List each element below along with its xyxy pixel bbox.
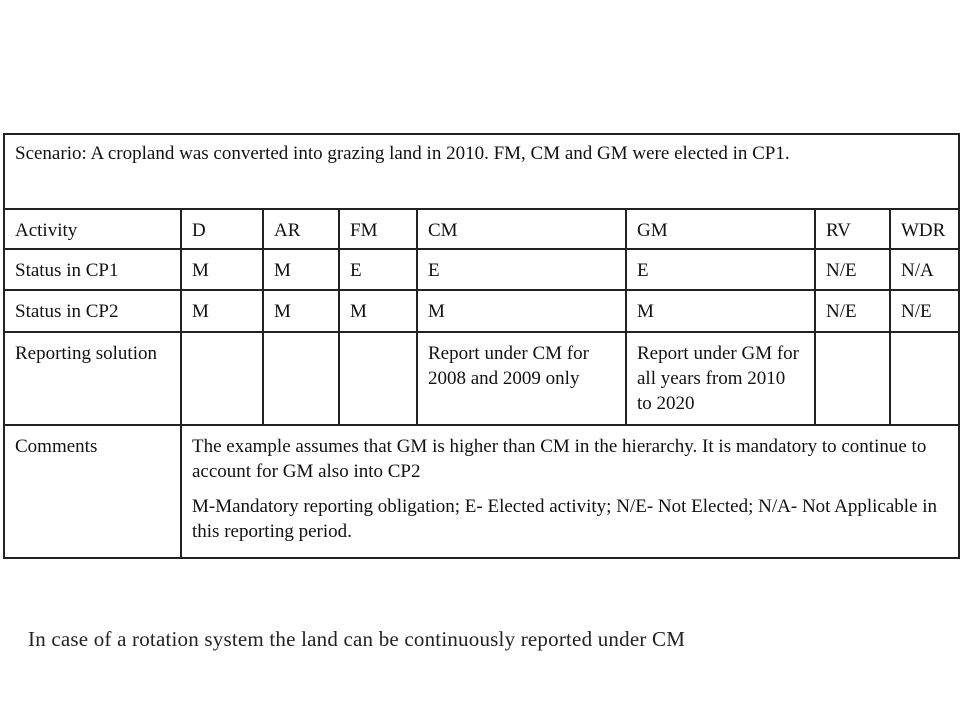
header-wdr: WDR — [890, 209, 959, 249]
scenario-table — [3, 133, 960, 559]
cell-reporting-d — [181, 332, 263, 425]
scenario-cell: Scenario: A cropland was converted into grazing land in 2010. FM, CM and GM were elected in CP1. — [4, 134, 959, 209]
header-activity: Activity — [4, 209, 181, 249]
cell-cp1-ar: M — [263, 249, 339, 290]
cell-cp2-d: M — [181, 290, 263, 332]
row-label-comments: Comments — [4, 425, 181, 558]
comments-cell — [181, 425, 959, 558]
cell-reporting-ar — [263, 332, 339, 425]
table-row-status-cp2 — [4, 290, 959, 332]
cell-cp2-wdr: N/E — [890, 290, 959, 332]
header-gm: GM — [626, 209, 815, 249]
header-fm: FM — [339, 209, 417, 249]
cell-cp1-wdr: N/A — [890, 249, 959, 290]
header-rv: RV — [815, 209, 890, 249]
row-label-cp2: Status in CP2 — [4, 290, 181, 332]
cell-reporting-gm: Report under GM for all years from 2010 to 2020 — [626, 332, 815, 425]
row-label-cp1: Status in CP1 — [4, 249, 181, 290]
cell-cp2-ar: M — [263, 290, 339, 332]
cell-cp2-cm: M — [417, 290, 626, 332]
cell-cp1-gm: E — [626, 249, 815, 290]
cell-cp1-fm: E — [339, 249, 417, 290]
table-row-reporting-solution — [4, 332, 959, 425]
cell-reporting-wdr — [890, 332, 959, 425]
caption-text: In case of a rotation system the land can be continuously reported under CM — [28, 627, 686, 651]
header-d: D — [181, 209, 263, 249]
header-cm: CM — [417, 209, 626, 249]
cell-reporting-fm — [339, 332, 417, 425]
cell-cp2-gm: M — [626, 290, 815, 332]
table-row-status-cp1 — [4, 249, 959, 290]
cell-cp2-fm: M — [339, 290, 417, 332]
comments-text-legend: M-Mandatory reporting obligation; E- Elected activity; N/E- Not Elected; N/A- Not Applicable in this reporting period. — [192, 496, 938, 542]
cell-cp2-rv: N/E — [815, 290, 890, 332]
cell-cp1-cm: E — [417, 249, 626, 290]
comments-text-hierarchy: The example assumes that GM is higher than CM in the hierarchy. It is mandatory to continue to account for GM also into CP2 — [192, 436, 927, 482]
row-label-reporting: Reporting solution — [4, 332, 181, 425]
cell-reporting-rv — [815, 332, 890, 425]
cell-reporting-cm: Report under CM for 2008 and 2009 only — [417, 332, 626, 425]
cell-cp1-d: M — [181, 249, 263, 290]
table-row-comments — [4, 425, 959, 558]
header-ar: AR — [263, 209, 339, 249]
cell-cp1-rv: N/E — [815, 249, 890, 290]
